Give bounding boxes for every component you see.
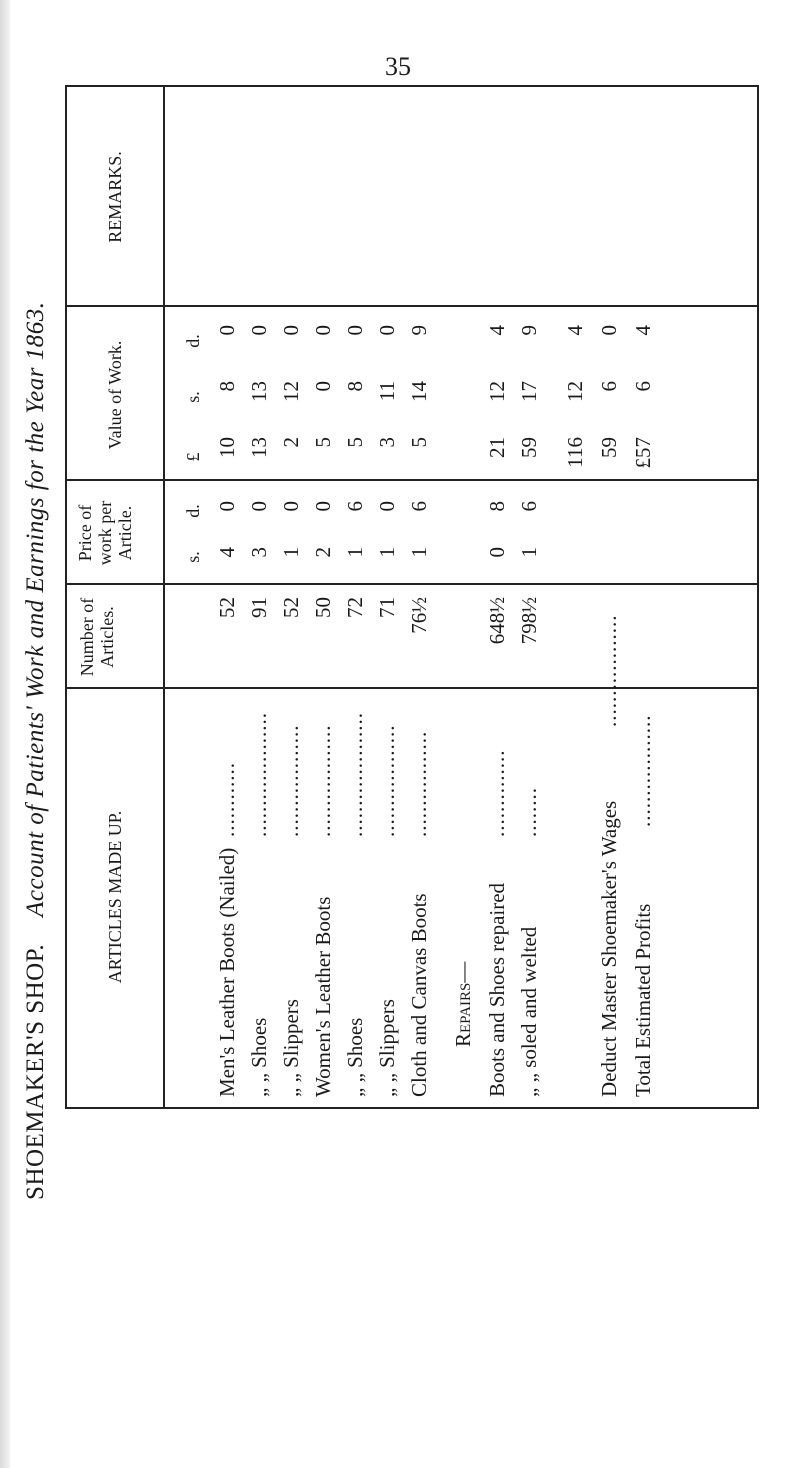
price-pence: 0	[375, 501, 399, 512]
article-count: 50	[311, 597, 335, 618]
price-shillings: 1	[517, 547, 541, 558]
deduct-label: Deduct Master Shoemaker's Wages	[597, 800, 621, 1097]
value-pounds: 3	[375, 437, 399, 448]
leader-dots: ............	[215, 762, 239, 837]
profit-pounds: £57	[631, 437, 655, 469]
leader-dots: ........	[517, 787, 541, 837]
deduct-pounds: 59	[597, 437, 621, 458]
article-count: 798½	[517, 597, 541, 645]
leader-dots: .................	[407, 730, 431, 837]
price-shillings: 2	[311, 547, 335, 558]
price-pence: 0	[247, 501, 271, 512]
value-pounds: 21	[485, 437, 509, 458]
leader-dots: ..................	[375, 724, 399, 837]
deduct-shillings: 6	[597, 381, 621, 392]
article-count: 91	[247, 597, 271, 618]
price-shillings: 1	[375, 547, 399, 558]
header-articles: ARTICLES MADE UP.	[105, 810, 125, 984]
value-shillings: 11	[375, 381, 399, 402]
leader-dots: ..................	[597, 614, 621, 727]
value-shillings: 0	[311, 381, 335, 392]
article-count: 52	[215, 597, 239, 618]
profit-label: Total Estimated Profits	[631, 903, 655, 1097]
value-pounds: 10	[215, 437, 239, 458]
article-label: „ „ Slippers	[279, 999, 303, 1097]
value-pence: 0	[279, 325, 303, 336]
value-shillings: 8	[343, 381, 367, 392]
leader-dots: ..................	[631, 714, 655, 827]
leader-dots: ....................	[247, 712, 271, 837]
profit-pence: 4	[631, 325, 655, 336]
article-label: „ „ Shoes	[247, 1017, 271, 1097]
leader-dots: ..............	[485, 749, 509, 837]
header-value: Value of Work.	[105, 340, 125, 450]
subtotal-pence: 4	[563, 325, 587, 336]
value-pounds: 13	[247, 437, 271, 458]
price-shillings: 4	[215, 547, 239, 558]
article-label: „ „ Shoes	[343, 1017, 367, 1097]
value-pence: 9	[407, 325, 431, 336]
price-shillings: 3	[247, 547, 271, 558]
header-rule	[163, 87, 165, 1107]
value-unit-s: s.	[183, 391, 203, 403]
leader-dots: ....................	[343, 712, 367, 837]
price-pence: 0	[279, 501, 303, 512]
leader-dots: ..................	[279, 724, 303, 837]
earnings-table	[65, 85, 759, 1109]
caption-title: Account of Patients' Work and Earnings for the Year 1863.	[22, 301, 49, 917]
value-pence: 0	[343, 325, 367, 336]
value-pence: 0	[215, 325, 239, 336]
value-unit-pound: £	[183, 452, 203, 462]
article-label: Men's Leather Boots (Nailed)	[215, 847, 239, 1097]
price-shillings: 1	[407, 547, 431, 558]
price-unit-d: d.	[183, 504, 203, 518]
value-shillings: 12	[279, 381, 303, 402]
value-pence: 0	[311, 325, 335, 336]
value-pounds: 5	[407, 437, 431, 448]
price-pence: 0	[311, 501, 335, 512]
header-price: Price of work per Article.	[75, 500, 135, 566]
value-unit-d: d.	[183, 334, 203, 348]
price-shillings: 0	[485, 547, 509, 558]
value-shillings: 17	[517, 381, 541, 402]
article-label: Cloth and Canvas Boots	[407, 893, 431, 1097]
price-pence: 8	[485, 501, 509, 512]
profit-shillings: 6	[631, 381, 655, 392]
col-divider-4	[67, 305, 757, 307]
value-pence: 0	[247, 325, 271, 336]
value-pounds: 5	[343, 437, 367, 448]
price-pence: 6	[343, 501, 367, 512]
table-caption	[22, 302, 50, 1200]
article-count: 52	[279, 597, 303, 618]
value-pence: 0	[375, 325, 399, 336]
value-pounds: 5	[311, 437, 335, 448]
value-shillings: 14	[407, 381, 431, 402]
leader-dots: ..................	[311, 724, 335, 837]
price-pence: 6	[517, 501, 541, 512]
article-count: 72	[343, 597, 367, 618]
repairs-heading: Repairs—	[451, 961, 475, 1047]
value-shillings: 12	[485, 381, 509, 402]
deduct-pence: 0	[597, 325, 621, 336]
value-pounds: 2	[279, 437, 303, 448]
value-pence: 9	[517, 325, 541, 336]
subtotal-pounds: 116	[563, 437, 587, 468]
price-unit-s: s.	[183, 551, 203, 563]
value-pounds: 59	[517, 437, 541, 458]
value-pence: 4	[485, 325, 509, 336]
subtotal-shillings: 12	[563, 381, 587, 402]
value-shillings: 8	[215, 381, 239, 392]
price-shillings: 1	[343, 547, 367, 558]
header-remarks: REMARKS.	[105, 151, 125, 243]
price-pence: 0	[215, 501, 239, 512]
caption-prefix: SHOEMAKER'S SHOP.	[22, 943, 49, 1200]
article-label: Boots and Shoes repaired	[485, 882, 509, 1097]
article-label: „ „ soled and welted	[517, 926, 541, 1097]
article-count: 648½	[485, 597, 509, 645]
price-pence: 6	[407, 501, 431, 512]
article-label: Women's Leather Boots	[311, 896, 335, 1097]
value-shillings: 13	[247, 381, 271, 402]
page-number: 35	[385, 52, 411, 81]
article-count: 71	[375, 597, 399, 618]
article-label: „ „ Slippers	[375, 999, 399, 1097]
price-shillings: 1	[279, 547, 303, 558]
article-count: 76½	[407, 597, 431, 634]
header-number: Number of Articles.	[77, 597, 117, 677]
